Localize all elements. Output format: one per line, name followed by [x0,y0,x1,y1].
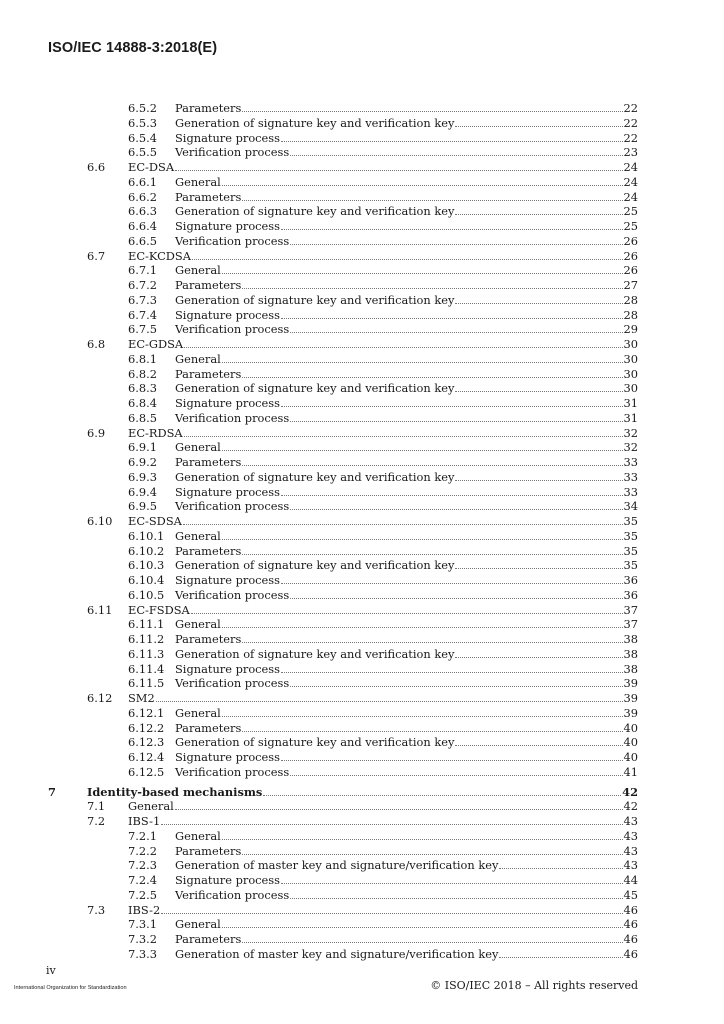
toc-entry-title: Signature process [175,484,280,499]
toc-entry-number: 6.12.1 [128,705,165,720]
toc-entry-number: 6.9.3 [128,469,157,484]
toc-entry-title: Generation of master key and signature/verification key [175,858,499,873]
toc-entry[interactable] [0,858,724,873]
toc-entry-title: Parameters [175,189,242,204]
toc-dot-leader [242,111,622,112]
toc-dot-leader [222,716,623,717]
toc-entry[interactable] [0,455,724,470]
toc-entry-number: 6.8.2 [128,366,157,381]
toc-entry[interactable] [0,160,724,175]
toc-entry-number: 6.10.1 [128,528,165,543]
toc-entry-number: 7.2 [87,814,106,828]
toc-entry-number: 7.3.1 [128,917,157,932]
toc-entry-number: 6.5.4 [128,130,157,145]
toc-entry-title: Generation of master key and signature/verification key [175,946,499,961]
toc-dot-leader [222,362,623,363]
toc-entry[interactable] [0,249,724,264]
page-number: iv [46,964,56,977]
toc-entry-page: 35 [623,543,638,558]
toc-entry-number: 6.9 [87,425,106,440]
toc-entry-title: EC-KCDSA [128,248,191,263]
toc-entry[interactable] [0,131,724,146]
toc-entry-title: Verification process [175,233,290,248]
toc-entry-number: 6.5.5 [128,145,157,160]
toc-entry[interactable] [0,116,724,131]
toc-entry-number: 7.1 [87,799,106,814]
toc-entry-number: 6.6.5 [128,233,157,248]
toc-entry-title: General [175,917,221,932]
toc-entry-page: 43 [623,843,638,858]
toc-entry[interactable] [0,676,724,691]
toc-entry[interactable] [0,426,724,441]
toc-dot-leader [455,657,622,658]
toc-entry-page: 41 [623,764,638,779]
toc-dot-leader [184,347,622,348]
toc-dot-leader [455,391,622,392]
toc-entry-page: 31 [623,410,638,425]
toc-entry-number: 6.11.4 [128,661,165,676]
toc-entry[interactable] [0,396,724,411]
toc-entry-title: Signature process [175,750,280,764]
toc-entry-number: 6.8.5 [128,410,157,425]
toc-entry-number: 6.6.3 [128,204,157,219]
toc-entry[interactable] [0,101,724,116]
toc-entry-title: General [175,174,221,189]
toc-dot-leader [242,642,622,643]
toc-entry-number: 7.3.2 [128,932,157,946]
toc-entry-title: General [175,705,221,720]
toc-entry-title: Signature process [175,396,280,410]
toc-entry[interactable] [0,190,724,205]
toc-entry-page: 24 [623,174,638,189]
toc-entry-title: IBS-2 [128,902,161,917]
toc-dot-leader [161,824,622,825]
toc-entry-title: General [175,528,221,543]
toc-entry[interactable] [0,647,724,662]
toc-dot-leader [455,303,622,304]
toc-entry-page: 22 [623,130,638,145]
toc-dot-leader [290,775,622,776]
toc-dot-leader [242,288,622,289]
toc-entry-title: Verification process [175,499,290,514]
toc-entry-title: General [175,828,221,843]
toc-dot-leader [455,745,622,746]
toc-entry-title: General [175,440,221,455]
toc-dot-leader [222,539,623,540]
toc-dot-leader [281,141,623,142]
toc-entry-title: Parameters [175,632,242,646]
toc-dot-leader [222,627,623,628]
toc-entry-title: EC-GDSA [128,337,184,351]
toc-entry-title: Generation of signature key and verification key [175,646,455,661]
toc-entry-number: 6.7.4 [128,307,157,322]
toc-dot-leader [281,406,623,407]
toc-entry[interactable] [0,367,724,382]
toc-entry-page: 36 [623,587,638,602]
toc-entry-title: Parameters [175,101,242,115]
toc-entry[interactable] [0,308,724,323]
toc-entry-number: 6.9.2 [128,455,157,469]
toc-entry-title: Parameters [175,366,242,381]
toc-entry-title: Parameters [175,455,242,469]
toc-entry-page: 27 [623,278,638,292]
toc-dot-leader [290,421,622,422]
toc-entry-page: 28 [623,292,638,307]
toc-entry[interactable] [0,706,724,721]
toc-entry-number: 7.2.1 [128,828,157,843]
toc-entry[interactable] [0,470,724,485]
toc-dot-leader [455,126,622,127]
toc-entry[interactable] [0,219,724,234]
toc-entry[interactable] [0,381,724,396]
toc-entry[interactable] [0,691,724,706]
toc-entry-page: 33 [623,484,638,499]
toc-dot-leader [290,686,622,687]
toc-entry[interactable] [0,234,724,249]
toc-entry[interactable] [0,765,724,780]
toc-entry-number: 6.10.4 [128,573,165,587]
toc-entry-page: 40 [623,720,638,735]
toc-entry-page: 43 [623,814,638,828]
toc-entry-title: Verification process [175,764,290,779]
toc-dot-leader [175,170,622,171]
toc-entry[interactable] [0,721,724,736]
toc-entry-page: 46 [623,946,638,961]
toc-entry[interactable] [0,411,724,426]
toc-entry-page: 30 [623,366,638,381]
toc-entry-page: 39 [623,705,638,720]
toc-entry-number: 7.3.3 [128,946,157,961]
toc-dot-leader [192,259,623,260]
toc-entry-page: 38 [623,646,638,661]
toc-entry-title: Verification process [175,676,290,691]
toc-entry-page: 31 [623,396,638,410]
toc-entry-title: Verification process [175,587,290,602]
toc-entry[interactable] [0,337,724,352]
toc-entry-page: 29 [623,322,638,337]
toc-entry-page: 39 [623,676,638,691]
toc-entry-title: Generation of signature key and verification key [175,204,455,219]
toc-entry[interactable] [0,903,724,918]
toc-entry[interactable] [0,322,724,337]
toc-entry[interactable] [0,263,724,278]
toc-entry-number: 6.11 [87,602,113,617]
toc-entry-number: 6.9.4 [128,484,157,499]
toc-entry-title: Signature process [175,661,280,676]
toc-entry-number: 7.2.4 [128,873,157,887]
toc-dot-leader [242,731,622,732]
toc-dot-leader [281,760,623,761]
toc-entry[interactable] [0,175,724,190]
toc-dot-leader [175,809,623,810]
toc-entry-title: Signature process [175,130,280,145]
toc-entry[interactable] [0,632,724,647]
toc-entry-page: 38 [623,632,638,646]
toc-entry-page: 22 [623,101,638,115]
toc-dot-leader [222,839,623,840]
document-header: ISO/IEC 14888-3:2018(E) [48,40,218,56]
toc-entry-number: 6.8.1 [128,351,157,366]
toc-entry-title: EC-FSDSA [128,602,190,617]
toc-entry-number: 6.10 [87,514,113,528]
toc-entry-number: 6.7.5 [128,322,157,337]
toc-entry[interactable] [0,844,724,859]
toc-dot-leader [222,185,623,186]
toc-dot-leader [455,480,622,481]
toc-entry-title: Generation of signature key and verification key [175,292,455,307]
toc-entry-title: Signature process [175,573,280,587]
toc-entry-page: 40 [623,750,638,764]
toc-dot-leader [290,332,622,333]
toc-entry-page: 30 [623,381,638,396]
toc-entry[interactable] [0,588,724,603]
toc-entry-page: 26 [623,263,638,278]
toc-entry[interactable] [0,145,724,160]
toc-entry-number: 6.12.5 [128,764,165,779]
toc-entry[interactable] [0,544,724,559]
toc-entry-number: 6.6.4 [128,219,157,233]
toc-entry-number: 6.9.5 [128,499,157,514]
toc-entry-number: 7.2.2 [128,843,157,858]
toc-entry[interactable] [0,799,724,814]
toc-entry[interactable] [0,514,724,529]
toc-entry-title: Generation of signature key and verification key [175,115,455,130]
toc-entry-title: Identity-based mechanisms [87,784,263,799]
toc-dot-leader [183,524,623,525]
toc-entry-page: 46 [623,932,638,946]
toc-dot-leader [290,898,622,899]
toc-entry-page: 34 [623,499,638,514]
toc-entry-page: 42 [622,784,638,799]
toc-entry-page: 26 [623,248,638,263]
toc-entry[interactable] [0,829,724,844]
toc-entry-title: Signature process [175,307,280,322]
table-of-contents [0,101,724,962]
toc-entry-page: 30 [623,351,638,366]
toc-entry-number: 6.6 [87,160,106,174]
toc-entry[interactable] [0,573,724,588]
toc-entry-title: EC-SDSA [128,514,182,528]
toc-entry-title: General [128,799,174,814]
toc-entry[interactable] [0,814,724,829]
toc-entry-number: 6.6.1 [128,174,157,189]
toc-entry-number: 6.10.5 [128,587,165,602]
toc-entry[interactable] [0,617,724,632]
toc-entry-title: Generation of signature key and verification key [175,735,455,750]
toc-entry-number: 6.7 [87,248,106,263]
toc-dot-leader [263,795,621,796]
toc-entry[interactable] [0,558,724,573]
toc-entry[interactable] [0,529,724,544]
toc-entry-number: 6.12 [87,691,113,705]
toc-entry[interactable] [0,785,724,800]
toc-dot-leader [222,927,623,928]
toc-entry[interactable] [0,499,724,514]
toc-dot-leader [455,214,622,215]
toc-dot-leader [184,436,623,437]
toc-dot-leader [242,377,622,378]
toc-entry-title: Parameters [175,843,242,858]
toc-entry-number: 6.11.3 [128,646,165,661]
toc-dot-leader [191,613,623,614]
toc-entry-page: 32 [623,440,638,455]
toc-entry-number: 6.7.2 [128,278,157,292]
toc-entry-page: 24 [623,160,638,174]
toc-dot-leader [499,868,622,869]
toc-entry[interactable] [0,888,724,903]
toc-entry-number: 6.9.1 [128,440,157,455]
toc-entry-number: 6.8.3 [128,381,157,396]
toc-entry-title: IBS-1 [128,814,161,828]
toc-entry[interactable] [0,293,724,308]
toc-entry-number: 6.7.3 [128,292,157,307]
toc-entry-title: Generation of signature key and verification key [175,558,455,573]
toc-entry[interactable] [0,917,724,932]
toc-dot-leader [242,465,622,466]
toc-entry-number: 7.2.5 [128,887,157,902]
toc-entry[interactable] [0,603,724,618]
toc-entry-title: Signature process [175,873,280,887]
toc-entry-title: Verification process [175,322,290,337]
toc-entry[interactable] [0,204,724,219]
toc-entry-page: 32 [623,425,638,440]
toc-dot-leader [222,450,623,451]
toc-entry-page: 33 [623,469,638,484]
toc-entry-title: Verification process [175,145,290,160]
toc-entry-number: 6.12.3 [128,735,165,750]
toc-dot-leader [156,701,623,702]
toc-entry-page: 36 [623,573,638,587]
toc-dot-leader [281,318,623,319]
toc-entry-page: 25 [623,204,638,219]
toc-entry-page: 23 [623,145,638,160]
toc-entry-title: SM2 [128,691,155,705]
toc-entry-page: 35 [623,558,638,573]
toc-entry-number: 6.5.2 [128,101,157,115]
toc-entry-number: 6.11.5 [128,676,165,691]
toc-dot-leader [499,957,622,958]
toc-entry-number: 7 [48,784,56,799]
toc-entry-page: 46 [623,917,638,932]
toc-entry[interactable] [0,278,724,293]
toc-dot-leader [290,155,622,156]
toc-entry[interactable] [0,947,724,962]
footer-organization: International Organization for Standardization [14,985,127,991]
toc-entry-page: 43 [623,858,638,873]
toc-entry-page: 39 [623,691,638,705]
toc-entry-page: 28 [623,307,638,322]
toc-entry-number: 6.12.4 [128,750,165,764]
toc-entry-page: 44 [623,873,638,887]
toc-entry-page: 42 [623,799,638,814]
toc-entry-page: 37 [623,617,638,632]
toc-entry[interactable] [0,662,724,677]
toc-dot-leader [242,554,622,555]
toc-entry-title: General [175,617,221,632]
toc-entry-title: Parameters [175,932,242,946]
toc-entry-page: 30 [623,337,638,351]
toc-dot-leader [290,509,622,510]
toc-entry-page: 25 [623,219,638,233]
toc-dot-leader [455,568,622,569]
toc-entry[interactable] [0,485,724,500]
toc-entry-page: 46 [623,902,638,917]
footer-copyright: © ISO/IEC 2018 – All rights reserved [430,979,638,992]
toc-entry-number: 6.10.2 [128,543,165,558]
toc-entry-title: Verification process [175,410,290,425]
toc-entry[interactable] [0,932,724,947]
toc-entry-page: 40 [623,735,638,750]
toc-entry-page: 37 [623,602,638,617]
toc-entry-page: 45 [623,887,638,902]
toc-entry-title: Generation of signature key and verification key [175,469,455,484]
toc-entry-page: 26 [623,233,638,248]
toc-dot-leader [242,200,622,201]
toc-entry-title: EC-RDSA [128,425,183,440]
toc-entry-title: Generation of signature key and verification key [175,381,455,396]
toc-entry-number: 6.11.2 [128,632,165,646]
toc-entry-number: 6.7.1 [128,263,157,278]
toc-entry-number: 6.6.2 [128,189,157,204]
toc-entry-page: 33 [623,455,638,469]
toc-dot-leader [281,883,623,884]
toc-entry-number: 7.3 [87,902,106,917]
toc-entry-page: 24 [623,189,638,204]
toc-entry-title: General [175,351,221,366]
toc-dot-leader [242,942,622,943]
toc-entry-title: Signature process [175,219,280,233]
toc-dot-leader [161,913,622,914]
toc-dot-leader [281,229,623,230]
toc-entry-number: 6.10.3 [128,558,165,573]
toc-dot-leader [281,583,623,584]
toc-entry-number: 7.2.3 [128,858,157,873]
toc-entry-page: 43 [623,828,638,843]
toc-entry-title: EC-DSA [128,160,175,174]
toc-entry-title: Verification process [175,887,290,902]
toc-entry[interactable] [0,750,724,765]
toc-entry-number: 6.8 [87,337,106,351]
toc-entry-title: General [175,263,221,278]
toc-dot-leader [290,244,622,245]
toc-entry-page: 35 [623,514,638,528]
toc-entry-title: Parameters [175,278,242,292]
toc-entry[interactable] [0,440,724,455]
toc-dot-leader [222,273,623,274]
toc-entry-title: Parameters [175,720,242,735]
toc-dot-leader [242,854,622,855]
toc-entry[interactable] [0,352,724,367]
toc-dot-leader [281,672,623,673]
toc-entry[interactable] [0,735,724,750]
toc-entry-page: 38 [623,661,638,676]
toc-entry-page: 22 [623,115,638,130]
toc-entry-number: 6.5.3 [128,115,157,130]
toc-entry[interactable] [0,873,724,888]
toc-entry-page: 35 [623,528,638,543]
toc-entry-number: 6.12.2 [128,720,165,735]
toc-entry-number: 6.11.1 [128,617,165,632]
toc-dot-leader [281,495,623,496]
toc-dot-leader [290,598,622,599]
toc-entry-title: Parameters [175,543,242,558]
toc-entry-number: 6.8.4 [128,396,157,410]
